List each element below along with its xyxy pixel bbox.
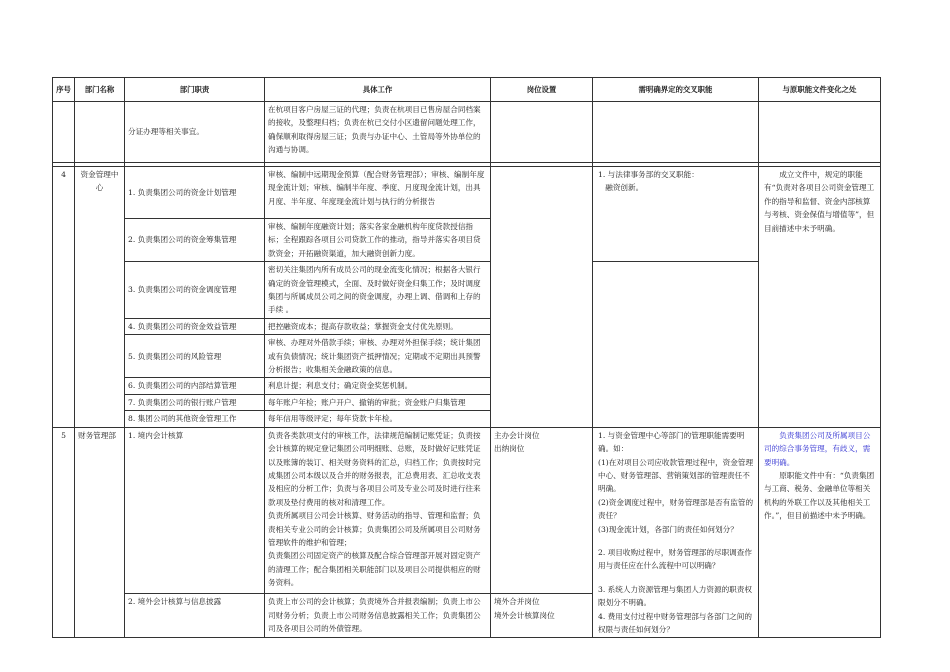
fund-work-1: 审核、编制中远期现金预算（配合财务管理部）；审核、编制年度现金流计划；审核、编制半年度、季度、月度现金流计划，出具月度、半年度、年度现金流计划与执行的分析报告 [265, 167, 491, 219]
finance-post-2: 境外合并岗位 境外会计核算岗位 [491, 594, 593, 638]
fund-work-5: 审核、办理对外借款手续；审核、办理对外担保手续；统计集团或有负债情况；统计集团资产抵押情况；定期或不定期出具预警分析报告；收集相关金融政策的信息。 [265, 335, 491, 378]
finance-dept-serial: 5 [53, 427, 75, 638]
fund-duty-1: 1. 负责集团公司的资金计划管理 [125, 167, 265, 219]
fund-center-serial: 4 [53, 167, 75, 428]
fund-center-cross-empty [593, 262, 759, 427]
finance-duty-1: 1. 境内会计核算 [125, 427, 265, 594]
fund-center-changes: 成立文件中，规定的职能有“负责对各项目公司资金管理工作的指导和监督、资金内部核算与考核、资金保值与增值等”，但目前描述中未予明确。 [759, 167, 881, 428]
fund-work-4: 把控融资成本；提高存款收益；掌握资金支付优先原则。 [265, 318, 491, 334]
fund-duty-5: 5. 负责集团公司的风险管理 [125, 335, 265, 378]
finance-dept-name: 财务管理部 [75, 427, 125, 638]
fund-duty-7: 7. 负责集团公司的银行账户管理 [125, 394, 265, 410]
fund-work-8: 每年信用等级评定；每年贷款卡年检。 [265, 411, 491, 427]
continuation-duty: 分证办理等相关事宜。 [125, 102, 265, 163]
continuation-work: 在杭项目客户房屋三证的代理；负责在杭项目已售房屋合同档案的接收，及整理归档；负责在杭已交付小区遗留问题处理工作，确保顺利取得房屋三证；负责与办证中心、土管局等外协单位的沟通与协调。 [265, 102, 491, 163]
fund-duty-8: 8. 集团公司的其他资金管理工作 [125, 411, 265, 427]
header-row [53, 78, 881, 102]
fund-work-7: 每年账户年检；账户开户、撤销的审批；资金账户归集管理 [265, 394, 491, 410]
function-table-sheet [52, 77, 880, 638]
finance-work-1: 负责各类款项支付的审核工作，法律规范编制记账凭证；负责按会计核算的规定登记集团公司明细账、总账，及时做好记账凭证以及账簿的装订、相关财务资料的汇总，归档工作；负责按时完成集团公司本级以及合并的财务报表，汇总费用表、汇总收支表及相应的分析工作；负责与各项目公司及专业公司及时进行往来款项及垫付费用的核对和清理工作。 负责所属项目公司会计核算、财务活动的指导、管理和监督；负责相关专业公司的会计核算；负责集团公司及所属项目公司财务管理软件的维护和管理； 负责集团公司固定资产的核算及配合综合管理部开展对固定资产的清理工作；配合集团相关职能部门以及项目公司提供相应的财务资料。 [265, 427, 491, 594]
table-row [53, 262, 881, 319]
fund-work-6: 利息计提；利息支付；确定资金奖惩机制。 [265, 378, 491, 394]
table-row [53, 427, 881, 594]
fund-center-post [491, 167, 593, 428]
fund-duty-3: 3. 负责集团公司的资金调度管理 [125, 262, 265, 319]
fund-center-cross-function: 1. 与法律事务部的交叉职能： 融资创新。 [593, 167, 759, 262]
finance-dept-changes: 负责集团公司及所属项目公司的综合事务管理，有歧义，需要明确。 原职能文件中有：“负责集团与工商、税务、金融单位等相关机构的外联工作以及其他相关工作。”，但目前描述中未予明确。 [759, 427, 881, 638]
fund-work-3: 密切关注集团内所有成员公司的现金流变化情况；根据各大银行确定的资金管理模式，全面、及时做好资金归集工作；及时调度集团与所属成员公司之间的资金调度，办理上调、借调和上存的手续 。 [265, 262, 491, 319]
header-specific-work: 具体工作 [265, 78, 491, 102]
finance-post-1: 主办会计岗位 出纳岗位 [491, 427, 593, 594]
header-post: 岗位设置 [491, 78, 593, 102]
header-changes: 与原职能文件变化之处 [759, 78, 881, 102]
continuation-row [53, 102, 881, 163]
fund-work-2: 审核、编制年度融资计划；落实各家金融机构年度贷款授信指标；全程跟踪各项目公司贷款工作的推动，指导并落实各项目贷款资金；开拓融资渠道，加大融资创新力度。 [265, 219, 491, 262]
table-row [53, 167, 881, 219]
fund-duty-2: 2. 负责集团公司的资金筹集管理 [125, 219, 265, 262]
fund-center-name: 资金管理中心 [75, 167, 125, 428]
finance-duty-2: 2. 境外会计核算与信息披露 [125, 594, 265, 638]
header-dept-name: 部门名称 [75, 78, 125, 102]
header-dept-duty: 部门职责 [125, 78, 265, 102]
fund-duty-4: 4. 负责集团公司的资金效益管理 [125, 318, 265, 334]
header-serial: 序号 [53, 78, 75, 102]
finance-work-2: 负责上市公司的会计核算；负责境外合并报表编制；负责上市公司财务分析；负责上市公司财务信息披露相关工作；负责集团公司及各项目公司的外债管理。 [265, 594, 491, 638]
finance-dept-cross-function: 1. 与资金管理中心等部门的管理职能需要明确。如： (1)在对项目公司应收款管理过程中，资金管理中心、财务管理部、营销策划部的管理责任不明确。 (2)资金调度过程中，财务管理部是否有监管的责任？ (3)现金流计划，各部门的责任如何划分？ 2. 项目收购过程中，财务管理部的尽职调查作用与责任应在什么流程中可以明确？ 3. 系统人力资源管理与集团人力资源的职责权限划分不明确。 4. 费用支付过程中财务管理部与各部门之间的权限与责任如何划分？ [593, 427, 759, 638]
header-cross-function: 需明确界定的交叉职能 [593, 78, 759, 102]
ambiguity-note: 负责集团公司及所属项目公司的综合事务管理，有歧义，需要明确。 [764, 430, 871, 467]
fund-duty-6: 6. 负责集团公司的内部结算管理 [125, 378, 265, 394]
department-function-table [52, 77, 881, 638]
